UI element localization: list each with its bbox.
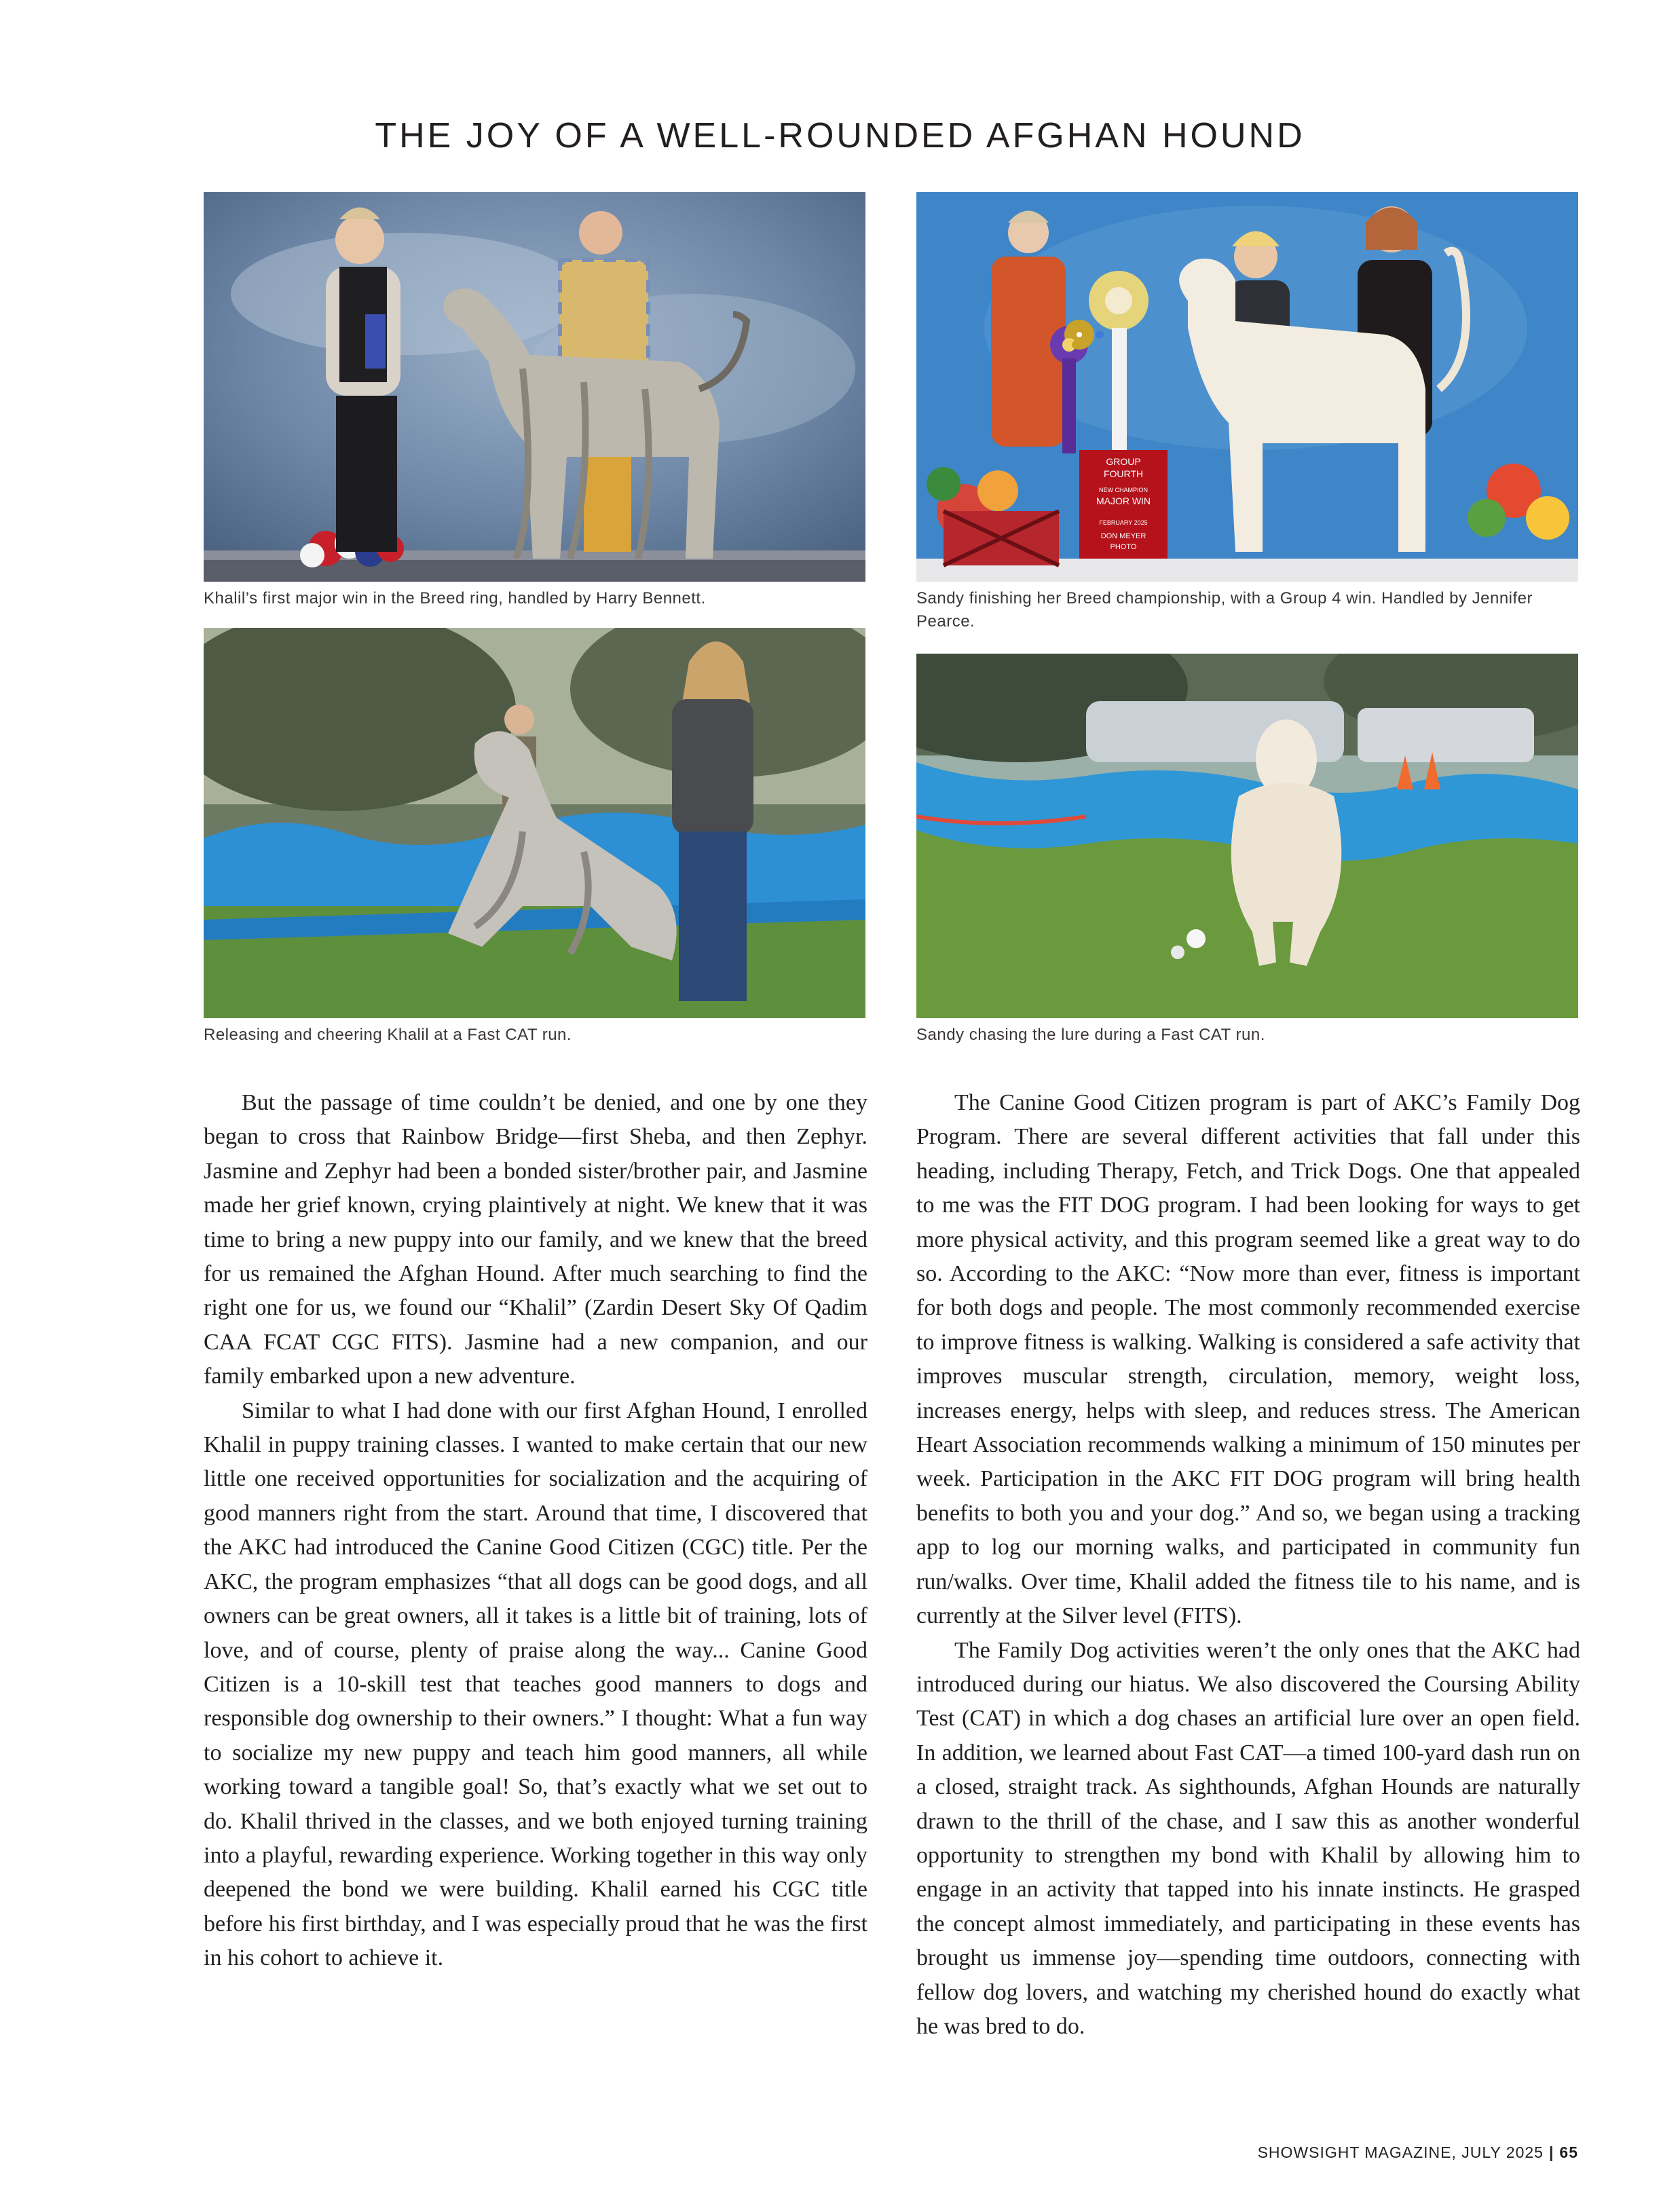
placard-line: MAJOR WIN (1096, 495, 1151, 506)
page-number: 65 (1559, 2144, 1578, 2161)
placard-line: DON MEYER (1100, 532, 1146, 540)
photo-caption: Releasing and cheering Khalil at a Fast CAT run. (204, 1026, 572, 1044)
paragraph: Similar to what I had done with our first Afghan Hound, I enrolled Khalil in puppy training classes. I wanted to make certain that our new little one received opportunities for socialization and the acquiring of good manners right from the start. Around that time, I discovered that the AKC had introduced the Canine Good Citizen (CGC) title. Per the AKC, the program emphasizes “that all dogs can be good dogs, and all owners can be great owners, all it takes is a little bit of training, lots of love, and of course, plenty of praise along the way... Canine Good Citizen is a 10-skill test that teaches good manners to dogs and responsible dog ownership to their owners.” I thought: What a fun way to socialize my new puppy and teach him good manners, all while working toward a tangible goal! So, that’s exactly what we set out to do. Khalil thrived in the classes, and we both enjoyed turning training into a playful, rewarding experience. Working together in this way only deepened the bond we were building. Khalil earned his CGC title before his first birthday, and I was especially proud that he was the first in his cohort to achieve it. (204, 1398, 867, 1971)
placard-line: GROUP (1106, 456, 1141, 467)
photo-group-four-sandy (916, 192, 1578, 582)
paragraph: The Family Dog activities weren’t the only ones that the AKC had introduced during our hiatus. We also discovered the Coursing Ability Test (CAT) in which a dog chases an artificial lure over an open field. In addition, we learned about Fast CAT—a timed 100-yard dash run on a closed, straight track. As sighthounds, Afghan Hounds are naturally drawn to the thrill of the chase, and I saw this as another wonderful opportunity to strengthen my bond with Khalil by allowing him to engage in an activity that tapped into his innate instincts. He grasped the concept almost immediately, and participating in these events has brought us immense joy—spending time outdoors, connecting with fellow dog lovers, and watching my cherished hound do exactly what he was bred to do. (916, 1637, 1580, 2039)
photo-caption: Sandy chasing the lure during a Fast CAT run. (916, 1026, 1265, 1044)
photo-breed-ring-khalil (204, 192, 865, 582)
photo-caption: Khalil’s first major win in the Breed ring, handled by Harry Bennett. (204, 589, 706, 607)
paragraph: The Canine Good Citizen program is part of AKC’s Family Dog Program. There are several different activities that fall under this heading, including Therapy, Fetch, and Trick Dogs. One that appealed to me was the FIT DOG program. I had been looking for ways to get more physical activity, and this program seemed like a great way to do so. According to the AKC: “Now more than ever, fitness is important for both dogs and people. The most commonly recommended exercise to improve fitness is walking. Walking is considered a safe activity that improves muscular strength, circulation, memory, weight loss, increases energy, helps with sleep, and reduces stress. The American Heart Association recommends walking a minimum of 150 minutes per week. Participation in the AKC FIT DOG program will bring health benefits to both you and your dog.” And so, we began using a tracking app to log our morning walks, and participated in community fun run/walks. Over time, Khalil added the fitness tile to his name, and is currently at the Silver level (FITS). (916, 1090, 1580, 1629)
placard-line: PHOTO (1110, 543, 1137, 551)
photo-fast-cat-sandy (916, 654, 1578, 1018)
placard-line: FEBRUARY 2025 (1099, 519, 1148, 526)
footer-separator: | (1548, 2144, 1554, 2161)
page-footer (1258, 2144, 1578, 2162)
photo-fast-cat-release (204, 628, 865, 1018)
paragraph: But the passage of time couldn’t be denied, and one by one they began to cross that Rainbow Bridge—first Sheba, and then Zephyr. Jasmine and Zephyr had been a bonded sister/brother pair, and Jasmine made her grief known, crying plaintively at night. We knew that it was time to bring a new puppy into our family, and we knew that the breed for us remained the Afghan Hound. After much searching to find the right one for us, we found our “Khalil” (Zardin Desert Sky Of Qadim CAA FCAT CGC FITS). Jasmine had a new companion, and our family embarked upon a new adventure. (204, 1090, 867, 1389)
page-title: THE JOY OF A WELL-ROUNDED AFGHAN HOUND (375, 115, 1305, 155)
photo-caption: Sandy finishing her Breed championship, with a Group 4 win. Handled by Jennifer Pearce. (916, 589, 1533, 631)
placard-line: FOURTH (1103, 468, 1144, 479)
publication-name: SHOWSIGHT MAGAZINE, JULY 2025 (1257, 2144, 1544, 2161)
placard-line: NEW CHAMPION (1099, 487, 1148, 493)
article-column-left (204, 1086, 867, 1976)
article-column-right (916, 1086, 1580, 2044)
